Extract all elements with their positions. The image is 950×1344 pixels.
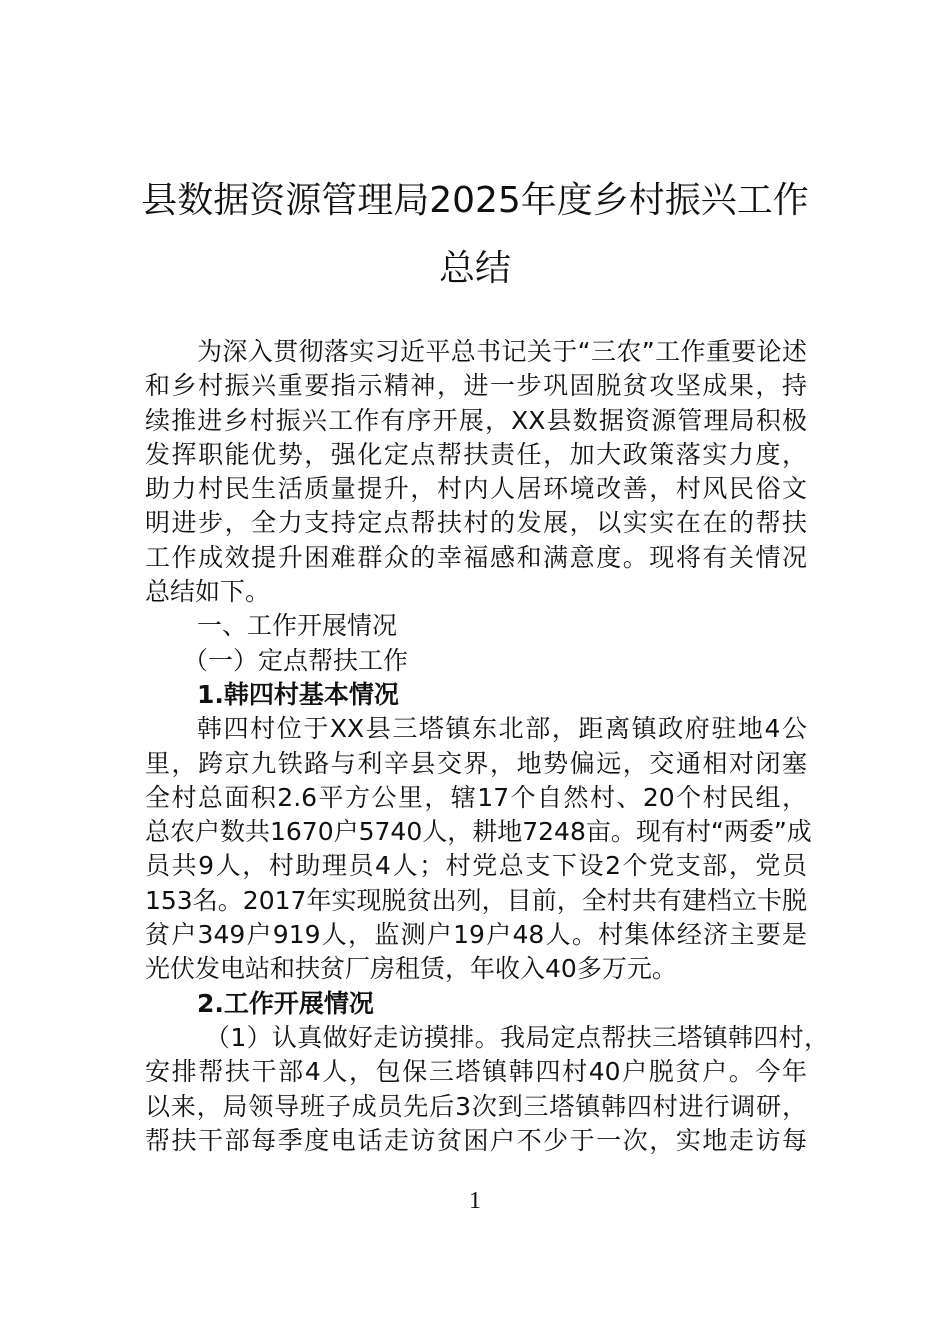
paragraph-line: 发挥职能优势，强化定点帮扶责任，加大政策落实力度， bbox=[145, 439, 807, 469]
paragraph-line: 总农户数共1670户5740人，耕地7248亩。现有村“两委”成 bbox=[145, 817, 812, 847]
paragraph-line: 光伏发电站和扶贫厂房租赁，年收入40多万元。 bbox=[145, 954, 677, 984]
item-heading: 1.韩四村基本情况 bbox=[197, 679, 399, 709]
item-heading: 2.工作开展情况 bbox=[197, 988, 374, 1018]
subsection-heading: （一）定点帮扶工作 bbox=[183, 645, 409, 675]
paragraph-line: 安排帮扶干部4人，包保三塔镇韩四村40户脱贫户。今年 bbox=[145, 1057, 807, 1087]
paragraph-line: 助力村民生活质量提升，村内人居环境改善，村风民俗文 bbox=[145, 474, 807, 504]
paragraph-line: 153名。2017年实现脱贫出列，目前，全村共有建档立卡脱 bbox=[145, 885, 807, 915]
document-title-line-1: 县数据资源管理局2025年度乡村振兴工作 bbox=[141, 180, 809, 221]
paragraph-line: 员共9人，村助理员4人；村党总支下设2个党支部，党员 bbox=[145, 851, 807, 881]
paragraph-line: 里，跨京九铁路与利辛县交界，地势偏远，交通相对闭塞 bbox=[145, 748, 807, 778]
page-number: 1 bbox=[469, 1188, 481, 1214]
paragraph-line: 总结如下。 bbox=[145, 577, 271, 607]
paragraph-line: 和乡村振兴重要指示精神，进一步巩固脱贫攻坚成果，持 bbox=[145, 371, 807, 401]
paragraph-line: 续推进乡村振兴工作有序开展，XX县数据资源管理局积极 bbox=[145, 405, 807, 435]
paragraph-line: （1）认真做好走访摸排。我局定点帮扶三塔镇韩四村， bbox=[205, 1022, 829, 1052]
paragraph-line: 明进步，全力支持定点帮扶村的发展，以实实在在的帮扶 bbox=[145, 508, 807, 538]
section-heading: 一、工作开展情况 bbox=[197, 611, 398, 641]
paragraph-line: 以来，局领导班子成员先后3次到三塔镇韩四村进行调研， bbox=[145, 1091, 807, 1121]
document-body bbox=[145, 335, 829, 1158]
paragraph-line: 为深入贯彻落实习近平总书记关于“三农”工作重要论述 bbox=[197, 337, 807, 366]
paragraph-line: 韩四村位于XX县三塔镇东北部，距离镇政府驻地4公 bbox=[197, 714, 807, 744]
document-title-line-2: 总结 bbox=[438, 248, 511, 289]
paragraph-line: 全村总面积2.6平方公里，辖17个自然村、20个村民组， bbox=[145, 782, 807, 812]
paragraph-line: 帮扶干部每季度电话走访贫困户不少于一次，实地走访每 bbox=[145, 1125, 807, 1155]
paragraph-line: 工作成效提升困难群众的幸福感和满意度。现将有关情况 bbox=[145, 542, 807, 572]
paragraph-line: 贫户349户919人，监测户19户48人。村集体经济主要是 bbox=[145, 920, 807, 950]
